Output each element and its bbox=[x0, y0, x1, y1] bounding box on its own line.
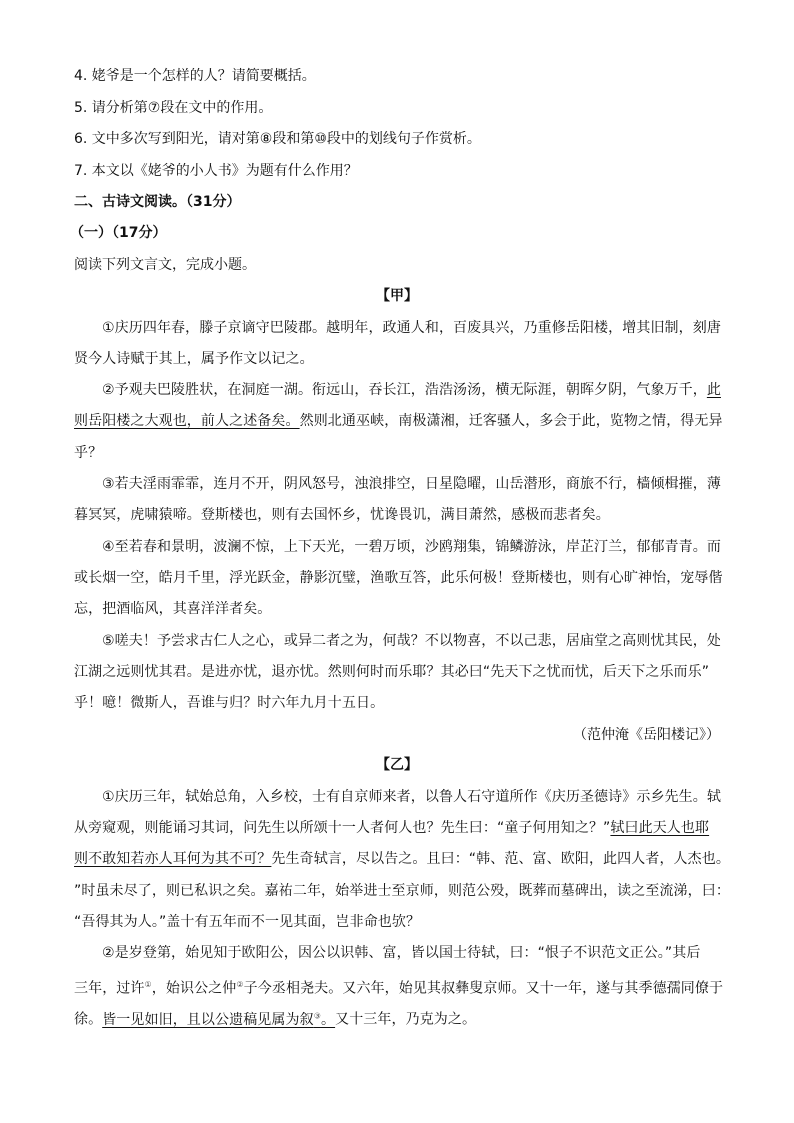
question-6: 6. 文中多次写到阳光，请对第⑧段和第⑩段中的划线句子作赏析。 bbox=[74, 131, 481, 147]
jia-p5-line1: ⑤嗟夫！予尝求古仁人之心，或异二者之为，何哉？不以物喜，不以己悲，居庙堂之高则忧其民，处 bbox=[102, 633, 721, 649]
jia-p3-line2: 暮冥冥，虎啸猿啼。登斯楼也，则有去国怀乡，忧谗畏讥，满目萧然，感极而悲者矣。 bbox=[74, 507, 610, 523]
passage-jia-label: 【甲】 bbox=[376, 288, 418, 304]
yi-p1-line1: ①庆历三年，轼始总角，入乡校，士有自京师来者，以鲁人石守道所作《庆历圣德诗》示乡先生。轼 bbox=[102, 789, 721, 805]
jia-p4-line3: 忘，把酒临风，其喜洋洋者矣。 bbox=[74, 601, 272, 617]
jia-p1-line1: ①庆历四年春，滕子京谪守巴陵郡。越明年，政通人和，百废具兴，乃重修岳阳楼，增其旧制，刻唐 bbox=[102, 320, 721, 336]
yi-p2-text: 三年，过许 bbox=[74, 980, 145, 997]
yi-p2-text: 又十三年，乃克为之。 bbox=[335, 1011, 477, 1028]
jia-p2-line3: 乎？ bbox=[74, 445, 103, 461]
passage-yi-label: 【乙】 bbox=[376, 757, 418, 773]
underlined-sentence: 轼曰此天人也耶 bbox=[610, 820, 710, 836]
jia-p4-line1: ④至若春和景明，波澜不惊，上下天光，一碧万顷，沙鸥翔集，锦鳞游泳，岸芷汀兰，郁郁青青。而 bbox=[102, 539, 721, 555]
yi-p2-line1: ②是岁登第，始见知于欧阳公，因公以识韩、富，皆以国士待轼，曰：“恨子不识范文正公。”其后 bbox=[102, 945, 701, 961]
footnote-marker: ② bbox=[236, 980, 244, 989]
jia-p2-line1 bbox=[102, 380, 720, 400]
jia-p5-line3: 乎！噫！微斯人，吾谁与归？时六年九月十五日。 bbox=[74, 695, 385, 711]
underlined-sentence: 皆一见如旧，且以公遗稿见属为叙③。 bbox=[102, 1011, 336, 1028]
jia-p4-line2: 或长烟一空，皓月千里，浮光跃金，静影沉璧，渔歌互答，此乐何极！登斯楼也，则有心旷神怡，宠辱偕 bbox=[74, 570, 723, 586]
yi-p1-text: 从旁窥观，则能诵习其词，问先生以所颂十一人者何人也？先生曰：“童子何用知之？” bbox=[74, 820, 611, 836]
question-4: 4. 姥爷是一个怎样的人？请简要概括。 bbox=[74, 68, 316, 84]
jia-p2-line2 bbox=[74, 411, 723, 431]
instruction: 阅读下列文言文，完成小题。 bbox=[74, 257, 256, 273]
jia-p5-line2: 江湖之远则忧其君。是进亦忧，退亦忧。然则何时而乐耶？其必曰“先天下之忧而忧，后天下之乐而乐” bbox=[74, 664, 710, 680]
sub-heading: （一）（17分） bbox=[70, 225, 167, 241]
footnote-marker: ③ bbox=[313, 1011, 321, 1020]
underlined-sentence: 则岳阳楼之大观也，前人之述备矣。 bbox=[74, 413, 300, 429]
jia-source: （范仲淹《岳阳楼记》） bbox=[573, 727, 720, 743]
yi-p2-text: 子今丞相尧夫。又六年，始见其叔彝叟京师。又十一年，遂与其季德孺同僚于 bbox=[243, 980, 724, 997]
yi-p1-line2 bbox=[74, 818, 720, 838]
yi-p1-text: 先生奇轼言，尽以告之。且曰：“韩、范、富、欧阳，此四人者，人杰也。 bbox=[271, 851, 730, 867]
jia-p1-line2: 贤今人诗赋于其上，属予作文以记之。 bbox=[74, 351, 314, 367]
underlined-sentence: 则不敢知若亦人耳何为其不可？ bbox=[74, 851, 272, 867]
underlined-sentence: 此 bbox=[706, 382, 721, 398]
question-7: 7. 本文以《姥爷的小人书》为题有什么作用？ bbox=[74, 163, 358, 179]
yi-p1-line4: ”时虽未尽了，则已私识之矣。嘉祐二年，始举进士至京师，则范公殁，既葬而墓碑出，读之至流涕，曰： bbox=[74, 883, 730, 899]
yi-p2-text: ，始识公之仲 bbox=[151, 980, 237, 997]
yi-p1-line3 bbox=[74, 849, 730, 869]
jia-p2-text: ②予观夫巴陵胜状，在洞庭一湖。衔远山，吞长江，浩浩汤汤，横无际涯，朝晖夕阴，气象万千， bbox=[102, 382, 707, 398]
yi-p2-line3 bbox=[74, 1006, 720, 1030]
yi-p2-line2 bbox=[74, 975, 724, 999]
yi-p1-line5: “吾得其为人。”盖十有五年而不一见其面，岂非命也欤？ bbox=[74, 914, 421, 930]
yi-p2-text: 徐。 bbox=[74, 1011, 103, 1028]
jia-p3-line1: ③若夫淫雨霏霏，连月不开，阴风怒号，浊浪排空，日星隐曜，山岳潜形，商旅不行，樯倾楫摧，薄 bbox=[102, 476, 721, 492]
section-heading: 二、古诗文阅读。（31分） bbox=[74, 194, 241, 210]
question-5: 5. 请分析第⑦段在文中的作用。 bbox=[74, 100, 273, 116]
footnote-marker: ① bbox=[144, 980, 152, 989]
jia-p2-text: 然则北通巫峡，南极潇湘，迁客骚人，多会于此，览物之情，得无异 bbox=[299, 413, 723, 429]
